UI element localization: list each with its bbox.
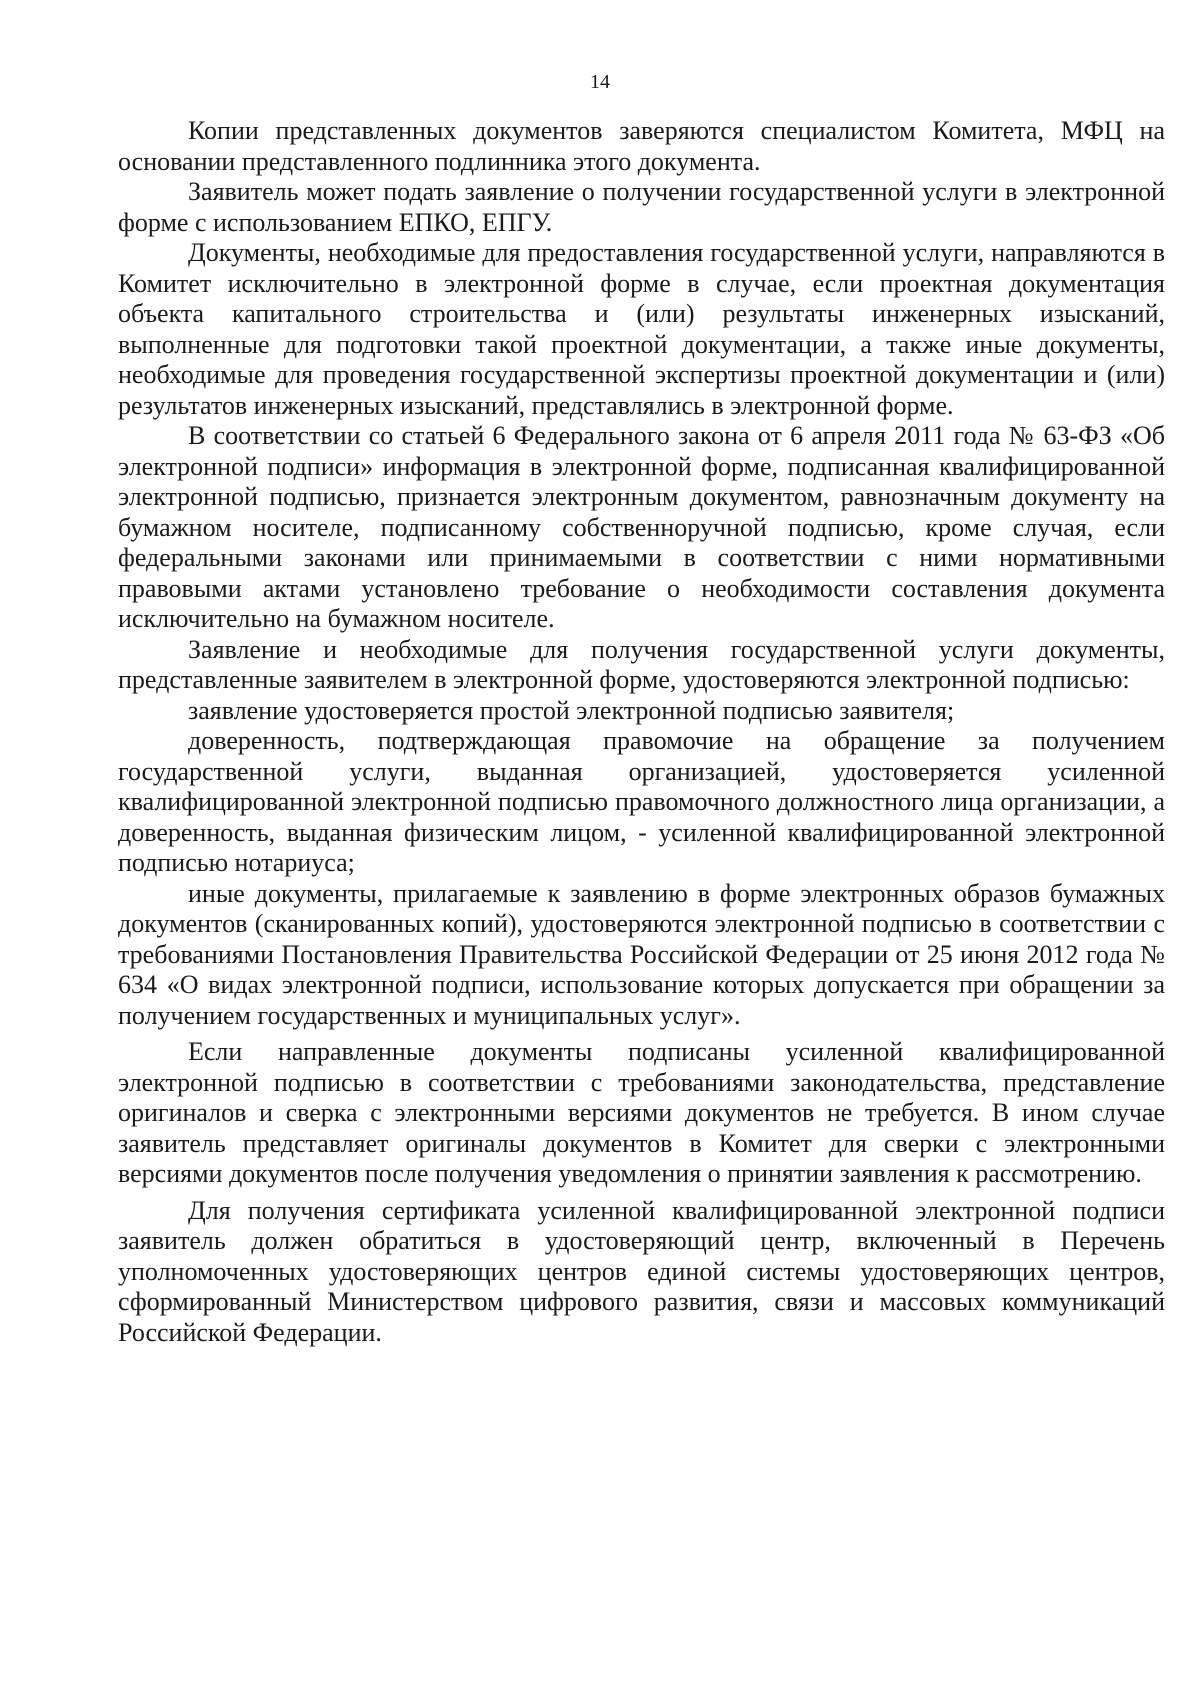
paragraph-originals-check: Если направленные документы подписаны усиленной квалифицированной электронной подписью в соответствии с требованиями законодательства, представление оригиналов и сверка с электронными версиями документов не требуется. В ином случае заявитель представляет оригиналы документов в Комитет для сверки с электронными версиями документов после получения уведомления о принятии заявления к рассмотрению. — [118, 1037, 1165, 1188]
paragraph-federal-law-signature: В соответствии со статьей 6 Федерального закона от 6 апреля 2011 года № 63-ФЗ «Об электронной подписи» информация в электронной форме, подписанная квалифицированной электронной подписью, признается электронным документом, равнозначным документу на бумажном носителе, подписанному собственноручной подписью, кроме случая, если федеральными законами или принимаемыми в соответствии с ними нормативными правовыми актами установлено требование о необходимости составления документа исключительно на бумажном носителе. — [118, 421, 1165, 633]
paragraph-certificate: Для получения сертификата усиленной квалифицированной электронной подписи заявитель должен обратиться в удостоверяющий центр, включенный в Перечень уполномоченных удостоверяющих центров единой системы удостоверяющих центров, сформированный Министерством цифрового развития, связи и массовых коммуникаций Российской Федерации. — [118, 1195, 1165, 1347]
paragraph-electronic-application: Заявитель может подать заявление о получении государственной услуги в электронной форме с использованием ЕПКО, ЕПГУ. — [118, 177, 1165, 237]
paragraph-certified-copies: Копии представленных документов заверяются специалистом Комитета, МФЦ на основании представленного подлинника этого документа. — [118, 116, 1165, 176]
paragraph-scanned-copies: иные документы, прилагаемые к заявлению в форме электронных образов бумажных документов (сканированных копий), удостоверяются электронной подписью в соответствии с требованиями Постановления Правительства Российской Федерации от 25 июня 2012 года № 634 «О видах электронной подписи, использование которых допускается при обращении за получением государственных и муниципальных услуг». — [118, 878, 1165, 1030]
paragraph-electronic-documents: Документы, необходимые для предоставления государственной услуги, направляются в Комитет исключительно в электронной форме в случае, если проектная документация объекта капитального строительства и (или) результаты инженерных изысканий, выполненные для подготовки такой проектной документации, а также иные документы, необходимые для проведения государственной экспертизы проектной документации и (или) результатов инженерных изысканий, представлялись в электронной форме. — [118, 238, 1165, 420]
page-number: 14 — [590, 71, 610, 93]
paragraph-simple-signature: заявление удостоверяется простой электронной подписью заявителя; — [188, 695, 955, 725]
paragraph-power-of-attorney: доверенность, подтверждающая правомочие на обращение за получением государственной услуги, выданная организацией, удостоверяется усиленной квалифицированной электронной подписью правомочного должностного лица организации, а доверенность, выданная физическим лицом, - усиленной квалифицированной электронной подписью нотариуса; — [118, 726, 1165, 877]
document-body — [118, 116, 1165, 1348]
paragraph-signature-requirements: Заявление и необходимые для получения государственной услуги документы, представленные заявителем в электронной форме, удостоверяются электронной подписью: — [118, 634, 1165, 694]
